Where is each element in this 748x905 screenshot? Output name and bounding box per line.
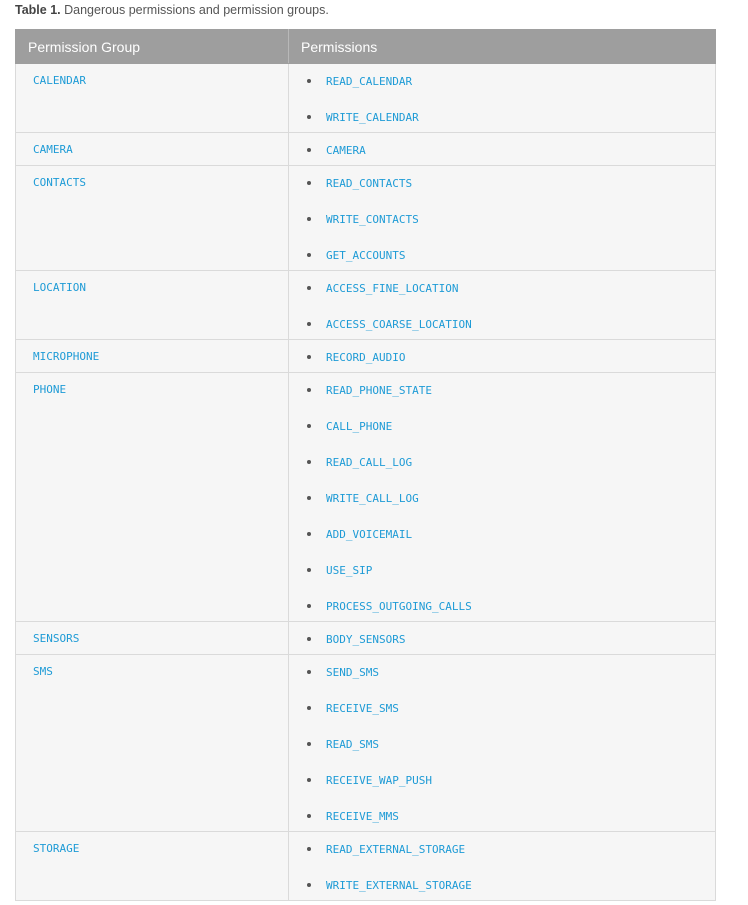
permission-list [289, 64, 715, 132]
permission-list-item [289, 111, 715, 123]
permission-link[interactable]: RECEIVE_WAP_PUSH [326, 774, 432, 787]
permissions-cell [289, 271, 716, 340]
permissions-cell [289, 133, 716, 166]
group-cell [16, 64, 289, 133]
permission-link[interactable]: RECEIVE_MMS [326, 810, 399, 823]
group-cell [16, 655, 289, 832]
table-row [16, 373, 716, 622]
permission-list-item [289, 144, 715, 156]
permission-list-item [289, 702, 715, 714]
permission-list-item [289, 318, 715, 330]
table-row [16, 166, 716, 271]
permission-list-item [289, 249, 715, 261]
permission-group-link[interactable]: STORAGE [33, 842, 80, 855]
permission-link[interactable]: GET_ACCOUNTS [326, 249, 406, 262]
permission-list-item [289, 879, 715, 891]
permission-list-item [289, 351, 715, 363]
permission-list-item [289, 774, 715, 786]
permission-link[interactable]: READ_SMS [326, 738, 379, 751]
permission-list [289, 271, 715, 339]
permissions-cell [289, 340, 716, 373]
group-cell [16, 622, 289, 655]
permissions-cell [289, 622, 716, 655]
permission-link[interactable]: ACCESS_FINE_LOCATION [326, 282, 459, 295]
table-body [16, 64, 716, 901]
group-cell [16, 340, 289, 373]
permission-list-item [289, 600, 715, 612]
table-row [16, 622, 716, 655]
permission-group-link[interactable]: MICROPHONE [33, 350, 100, 363]
permission-list-item [289, 456, 715, 468]
permission-list-item [289, 738, 715, 750]
permission-group-link[interactable]: CAMERA [33, 143, 73, 156]
permission-link[interactable]: WRITE_CONTACTS [326, 213, 419, 226]
permission-group-link[interactable]: SMS [33, 665, 53, 678]
permission-link[interactable]: PROCESS_OUTGOING_CALLS [326, 600, 472, 613]
permission-list-item [289, 492, 715, 504]
permissions-table [15, 29, 716, 901]
permission-link[interactable]: RECEIVE_SMS [326, 702, 399, 715]
permission-list-item [289, 384, 715, 396]
header-permission-group: Permission Group [16, 30, 289, 64]
permission-list-item [289, 843, 715, 855]
permissions-cell [289, 64, 716, 133]
permission-group-link[interactable]: LOCATION [33, 281, 86, 294]
table-header-row [16, 30, 716, 64]
permission-link[interactable]: BODY_SENSORS [326, 633, 406, 646]
permission-list-item [289, 420, 715, 432]
permission-list-item [289, 666, 715, 678]
header-permissions: Permissions [289, 30, 716, 64]
group-cell [16, 133, 289, 166]
permission-list [289, 340, 715, 372]
permission-link[interactable]: ADD_VOICEMAIL [326, 528, 413, 541]
table-row [16, 655, 716, 832]
permissions-cell [289, 373, 716, 622]
table-caption-text: Dangerous permissions and permission groups. [64, 3, 329, 17]
permission-list [289, 373, 715, 621]
permission-link[interactable]: READ_PHONE_STATE [326, 384, 432, 397]
table-row [16, 133, 716, 166]
permission-list-item [289, 564, 715, 576]
permission-list [289, 133, 715, 165]
group-cell [16, 832, 289, 901]
permission-link[interactable]: USE_SIP [326, 564, 373, 577]
group-cell [16, 166, 289, 271]
permission-link[interactable]: ACCESS_COARSE_LOCATION [326, 318, 472, 331]
permission-list [289, 655, 715, 831]
permission-link[interactable]: CALL_PHONE [326, 420, 393, 433]
permissions-cell [289, 832, 716, 901]
table-row [16, 832, 716, 901]
table-row [16, 64, 716, 133]
permission-link[interactable]: WRITE_CALL_LOG [326, 492, 419, 505]
permission-link[interactable]: RECORD_AUDIO [326, 351, 406, 364]
permission-group-link[interactable]: SENSORS [33, 632, 80, 645]
permission-link[interactable]: READ_EXTERNAL_STORAGE [326, 843, 466, 856]
permission-list [289, 832, 715, 900]
table-row [16, 340, 716, 373]
permission-link[interactable]: READ_CALL_LOG [326, 456, 413, 469]
permission-list [289, 166, 715, 270]
permission-list-item [289, 75, 715, 87]
permission-list-item [289, 633, 715, 645]
permission-link[interactable]: READ_CONTACTS [326, 177, 413, 190]
permission-link[interactable]: SEND_SMS [326, 666, 379, 679]
permissions-cell [289, 166, 716, 271]
permission-link[interactable]: WRITE_EXTERNAL_STORAGE [326, 879, 472, 892]
group-cell [16, 271, 289, 340]
table-caption-label: Table 1. [15, 3, 61, 17]
permission-group-link[interactable]: PHONE [33, 383, 67, 396]
permission-list-item [289, 528, 715, 540]
permission-link[interactable]: WRITE_CALENDAR [326, 111, 419, 124]
permissions-cell [289, 655, 716, 832]
permission-group-link[interactable]: CONTACTS [33, 176, 86, 189]
table-row [16, 271, 716, 340]
permission-group-link[interactable]: CALENDAR [33, 74, 86, 87]
permission-list-item [289, 177, 715, 189]
permission-link[interactable]: CAMERA [326, 144, 366, 157]
group-cell [16, 373, 289, 622]
permission-list-item [289, 213, 715, 225]
permission-list-item [289, 282, 715, 294]
permission-list-item [289, 810, 715, 822]
permission-link[interactable]: READ_CALENDAR [326, 75, 413, 88]
permission-list [289, 622, 715, 654]
table-caption [15, 3, 329, 17]
